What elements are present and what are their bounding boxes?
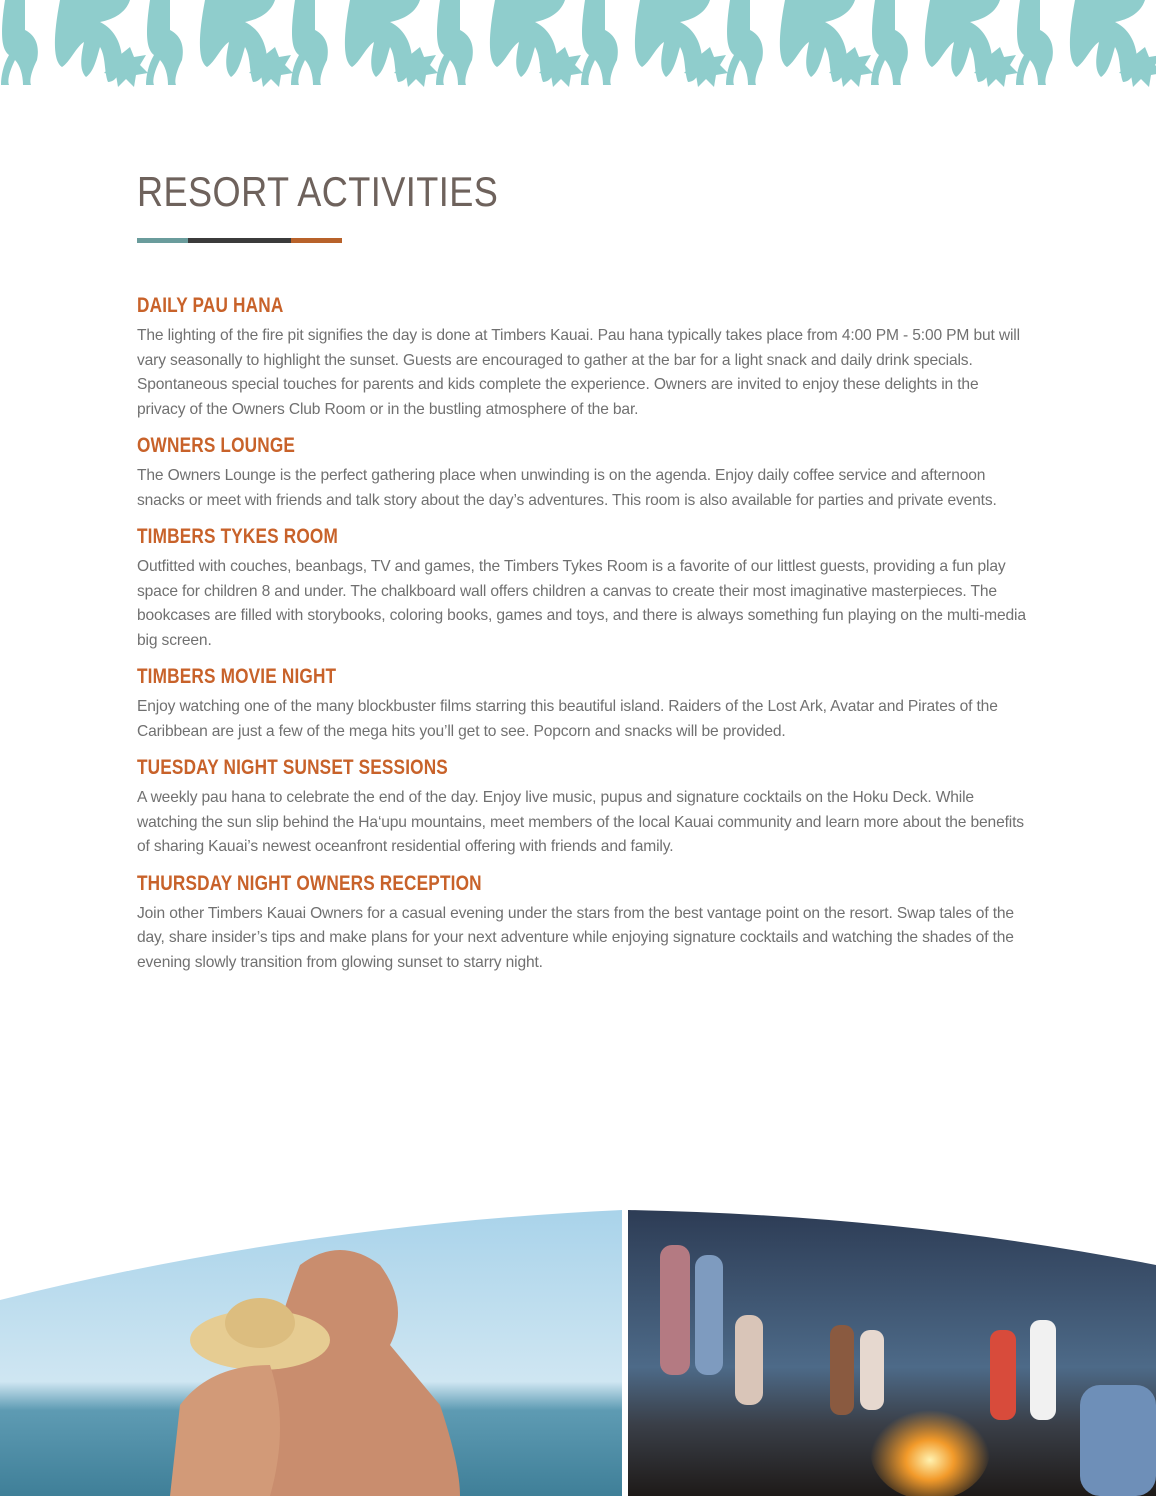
section-daily-pau-hana [137,294,1027,422]
beach-bonfire-photo [628,1210,1156,1496]
section-body: Enjoy watching one of the many blockbuster films starring this beautiful island. Raiders of the Lost Ark, Avatar and Pirates of the Caribbean are just a few of the mega hits you’ll get to see. Popcorn and snacks will be provided. [137,698,998,740]
section-heading: TIMBERS MOVIE NIGHT [137,665,337,688]
section-heading: TIMBERS TYKES ROOM [137,525,339,548]
page-title: RESORT ACTIVITIES [137,168,499,215]
section-thursday-owners-reception [137,872,1027,976]
section-timbers-tykes-room [137,525,1027,653]
section-tuesday-sunset-sessions [137,756,1027,860]
hawaiian-quilt-pattern-border [0,0,1156,90]
section-owners-lounge [137,434,1027,513]
section-timbers-movie-night [137,665,1027,744]
divider-segment-dark [188,238,291,243]
section-body: Outfitted with couches, beanbags, TV and games, the Timbers Tykes Room is a favorite of our littlest guests, providing a fun play space for children 8 and under. The chalkboard wall offers children a canvas to create their most imaginative masterpieces. The bookcases are filled with storybooks, coloring books, games and toys, and there is always something fun playing on the multi-media big screen. [137,558,1026,649]
section-body: A weekly pau hana to celebrate the end of the day. Enjoy live music, pupus and signature cocktails on the Hoku Deck. While watching the sun slip behind the Ha‘upu mountains, meet members of the local Kauai community and learn more about the benefits of sharing Kauai’s newest oceanfront residential offering with friends and family. [137,789,1024,855]
couple-beach-photo [0,1210,622,1496]
title-divider [137,238,342,243]
photo-strip [0,1205,1156,1496]
section-heading: THURSDAY NIGHT OWNERS RECEPTION [137,871,482,895]
divider-segment-teal [137,238,188,243]
section-body: The Owners Lounge is the perfect gathering place when unwinding is on the agenda. Enjoy daily coffee service and afternoon snacks or meet with friends and talk story about the day’s adventures. This room is also available for parties and private events. [137,467,997,509]
section-body: The lighting of the fire pit signifies the day is done at Timbers Kauai. Pau hana typically takes place from 4:00 PM - 5:00 PM but will vary seasonally to highlight the sunset. Guests are encouraged to gather at the bar for a light snack and daily drink specials. Spontaneous special touches for parents and kids complete the experience. Owners are invited to enjoy these delights in the privacy of the Owners Club Room or in the bustling atmosphere of the bar. [137,327,1020,418]
section-heading: OWNERS LOUNGE [137,434,296,457]
divider-segment-orange [291,238,342,243]
section-heading: TUESDAY NIGHT SUNSET SESSIONS [137,756,448,779]
section-heading: DAILY PAU HANA [137,294,284,317]
section-body: Join other Timbers Kauai Owners for a casual evening under the stars from the best vantage point on the resort. Swap tales of the day, share insider’s tips and make plans for your next adventure while enjoying signature cocktails and watching the shades of the evening slowly transition from glowing sunset to starry night. [137,904,1014,971]
activities-list [137,294,1027,987]
